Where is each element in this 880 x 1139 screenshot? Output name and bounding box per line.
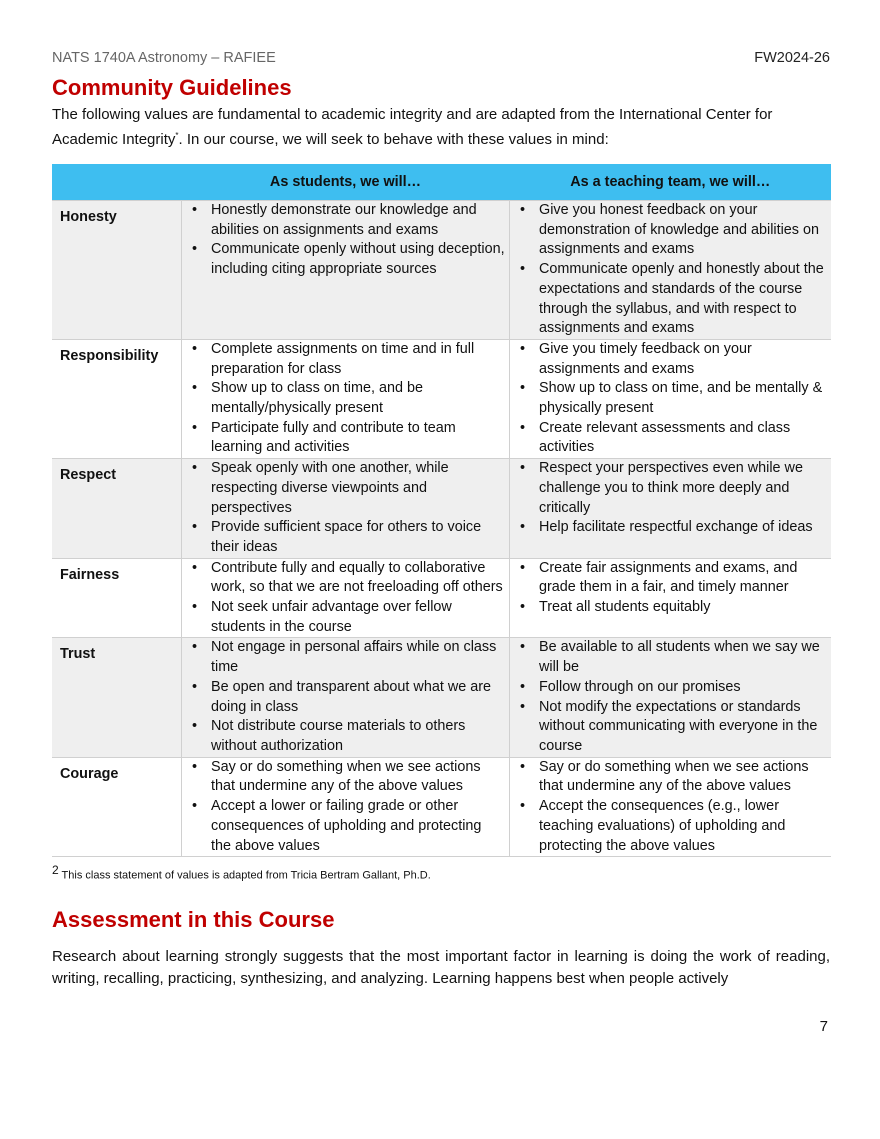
- list-item: • Show up to class on time, and be mentally & physically present: [510, 379, 831, 418]
- list-item: • Show up to class on time, and be mentally/physically present: [182, 379, 509, 418]
- header-team: As a teaching team, we will…: [510, 164, 832, 201]
- intro-text: The following values are fundamental to academic integrity and are adapted from the International Center for Academic Integrity: [52, 106, 773, 148]
- table-row: [52, 757, 831, 857]
- students-list: [182, 459, 509, 558]
- table-body: [52, 201, 831, 857]
- team-list: [510, 201, 831, 339]
- assessment-section: [52, 906, 830, 990]
- students-cell: [182, 339, 510, 458]
- table-row: [52, 201, 831, 340]
- team-cell: [510, 757, 832, 857]
- footnote: [52, 863, 830, 882]
- footnote-text: This class statement of values is adapted from Tricia Bertram Gallant, Ph.D.: [61, 869, 431, 882]
- document-page: [52, 50, 830, 990]
- team-list: [510, 559, 831, 618]
- table-row: [52, 558, 831, 638]
- header-students: As students, we will…: [182, 164, 510, 201]
- list-item: • Communicate openly and honestly about the expectations and standards of the course through the syllabus, and with respect to assignments and exams: [510, 260, 831, 339]
- list-item: • Complete assignments on time and in full preparation for class: [182, 340, 509, 379]
- list-item: • Respect your perspectives even while we challenge you to think more deeply and critically: [510, 459, 831, 518]
- students-list: [182, 758, 509, 857]
- list-item: • Give you timely feedback on your assignments and exams: [510, 340, 831, 379]
- list-item: • Speak openly with one another, while respecting diverse viewpoints and perspectives: [182, 459, 509, 518]
- intro-text-end: . In our course, we will seek to behave with these values in mind:: [178, 131, 609, 148]
- list-item: • Treat all students equitably: [510, 598, 831, 618]
- footnote-mark: 2: [52, 863, 59, 878]
- header-empty-cell: [52, 164, 182, 201]
- team-cell: [510, 339, 832, 458]
- table-row: [52, 339, 831, 458]
- list-item: • Say or do something when we see actions that undermine any of the above values: [510, 758, 831, 797]
- team-cell: [510, 459, 832, 559]
- list-item: • Contribute fully and equally to collaborative work, so that we are not freeloading off others: [182, 559, 509, 598]
- list-item: • Honestly demonstrate our knowledge and abilities on assignments and exams: [182, 201, 509, 240]
- value-label: Trust: [52, 638, 182, 757]
- team-cell: [510, 558, 832, 638]
- team-cell: [510, 638, 832, 757]
- list-item: • Create fair assignments and exams, and grade them in a fair, and timely manner: [510, 559, 831, 598]
- intro-paragraph: [52, 104, 830, 150]
- list-item: • Help facilitate respectful exchange of ideas: [510, 518, 831, 538]
- list-item: • Communicate openly without using deception, including citing appropriate sources: [182, 240, 509, 279]
- students-list: [182, 638, 509, 756]
- values-table: [52, 164, 831, 857]
- term-label: FW2024-26: [754, 50, 830, 66]
- team-list: [510, 758, 831, 857]
- value-label: Responsibility: [52, 339, 182, 458]
- value-label: Courage: [52, 757, 182, 857]
- list-item: • Participate fully and contribute to team learning and activities: [182, 419, 509, 458]
- list-item: • Say or do something when we see actions that undermine any of the above values: [182, 758, 509, 797]
- team-list: [510, 638, 831, 756]
- students-cell: [182, 757, 510, 857]
- table-row: [52, 459, 831, 559]
- list-item: • Accept a lower or failing grade or other consequences of upholding and protecting the above values: [182, 797, 509, 856]
- list-item: • Accept the consequences (e.g., lower teaching evaluations) of upholding and protecting the above values: [510, 797, 831, 856]
- list-item: • Follow through on our promises: [510, 678, 831, 698]
- list-item: • Not modify the expectations or standards without communicating with everyone in the course: [510, 698, 831, 757]
- assessment-paragraph: Research about learning strongly suggests that the most important factor in learning is doing the work of reading, writing, recalling, practicing, synthesizing, and analyzing. Learning happens best when people actively: [52, 947, 830, 987]
- list-item: • Be open and transparent about what we are doing in class: [182, 678, 509, 717]
- page-header: [52, 50, 830, 74]
- table-row: [52, 638, 831, 757]
- assessment-title: Assessment in this Course: [52, 906, 335, 932]
- table-header-row: [52, 164, 831, 201]
- students-list: [182, 340, 509, 458]
- value-label: Fairness: [52, 558, 182, 638]
- team-cell: [510, 201, 832, 340]
- intro-footnote-mark: *: [175, 131, 179, 140]
- page-number: 7: [819, 1018, 828, 1035]
- value-label: Honesty: [52, 201, 182, 340]
- list-item: • Create relevant assessments and class activities: [510, 419, 831, 458]
- students-cell: [182, 201, 510, 340]
- students-cell: [182, 459, 510, 559]
- list-item: • Provide sufficient space for others to voice their ideas: [182, 518, 509, 557]
- team-list: [510, 340, 831, 458]
- list-item: • Not engage in personal affairs while on class time: [182, 638, 509, 677]
- value-label: Respect: [52, 459, 182, 559]
- students-cell: [182, 558, 510, 638]
- students-list: [182, 559, 509, 638]
- list-item: • Give you honest feedback on your demonstration of knowledge and abilities on assignments and exams: [510, 201, 831, 260]
- section-title: Community Guidelines: [52, 75, 292, 100]
- course-label: NATS 1740A Astronomy – RAFIEE: [52, 50, 276, 66]
- list-item: • Not seek unfair advantage over fellow students in the course: [182, 598, 509, 637]
- students-cell: [182, 638, 510, 757]
- team-list: [510, 459, 831, 538]
- list-item: • Not distribute course materials to others without authorization: [182, 717, 509, 756]
- students-list: [182, 201, 509, 280]
- list-item: • Be available to all students when we say we will be: [510, 638, 831, 677]
